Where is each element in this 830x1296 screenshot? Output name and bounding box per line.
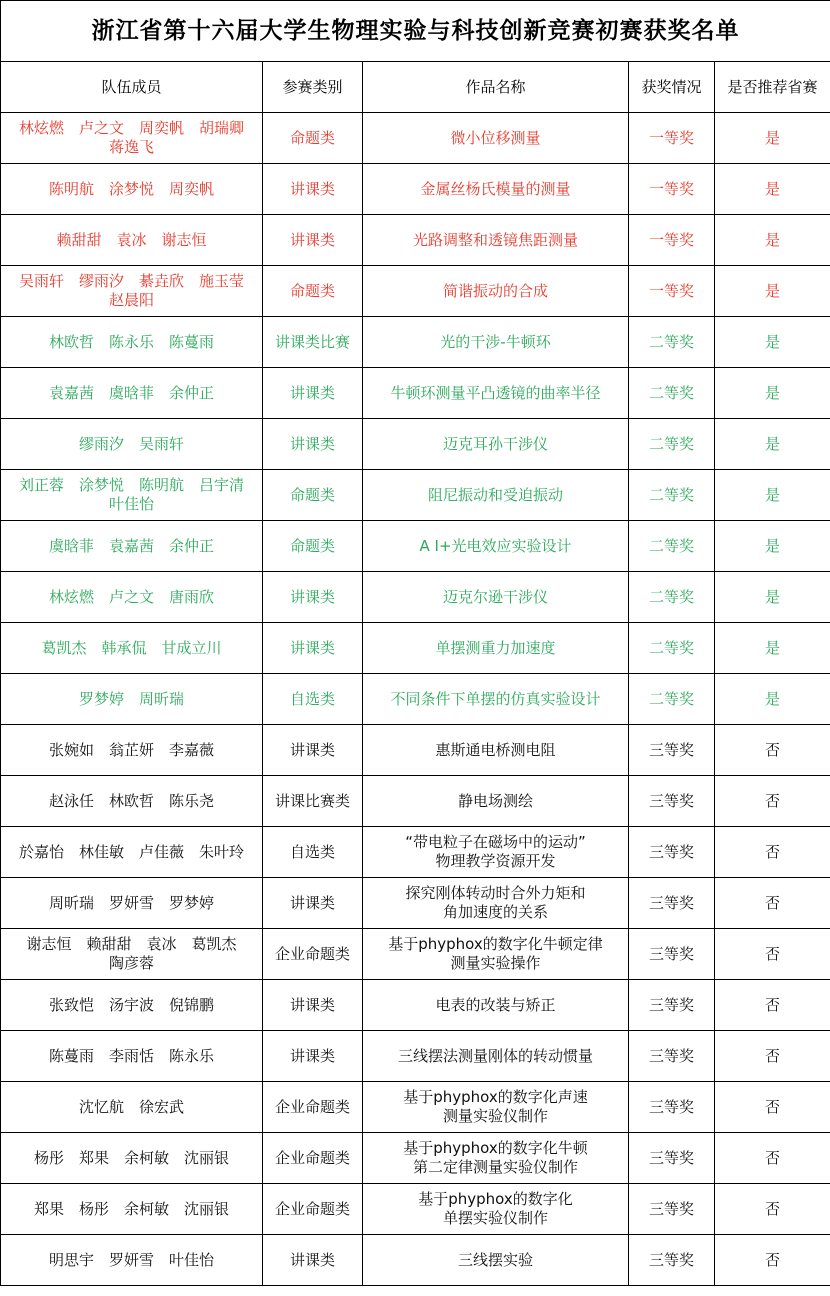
members-cell: 杨彤 郑果 余柯敏 沈丽银 <box>1 1133 263 1184</box>
work-cell: 光的干涉-牛顿环 <box>363 317 629 368</box>
award-cell: 三等奖 <box>629 1031 715 1082</box>
header-work: 作品名称 <box>363 62 629 113</box>
table-row <box>1 419 830 470</box>
table-row <box>1 1235 830 1286</box>
recommend-cell: 否 <box>715 929 830 980</box>
recommend-cell: 否 <box>715 725 830 776</box>
recommend-cell: 是 <box>715 113 830 164</box>
award-cell: 三等奖 <box>629 1082 715 1133</box>
members-cell: 沈忆航 徐宏武 <box>1 1082 263 1133</box>
recommend-cell: 否 <box>715 1184 830 1235</box>
work-cell: 基于phyphox的数字化声速 测量实验仪制作 <box>363 1082 629 1133</box>
members-cell: 明思宇 罗妍雪 叶佳怡 <box>1 1235 263 1286</box>
table-row <box>1 878 830 929</box>
category-cell: 讲课类 <box>263 623 363 674</box>
work-cell: 迈克耳孙干涉仪 <box>363 419 629 470</box>
work-cell: 金属丝杨氏模量的测量 <box>363 164 629 215</box>
table-row <box>1 674 830 725</box>
members-cell: 张婉如 翁芷妍 李嘉薇 <box>1 725 263 776</box>
work-cell: 三线摆法测量刚体的转动惯量 <box>363 1031 629 1082</box>
category-cell: 讲课比赛类 <box>263 776 363 827</box>
category-cell: 讲课类 <box>263 1031 363 1082</box>
work-cell: 静电场测绘 <box>363 776 629 827</box>
table-row <box>1 317 830 368</box>
work-cell: 基于phyphox的数字化牛顿定律 测量实验操作 <box>363 929 629 980</box>
work-cell: “带电粒子在磁场中的运动” 物理教学资源开发 <box>363 827 629 878</box>
members-cell: 陈蔓雨 李雨恬 陈永乐 <box>1 1031 263 1082</box>
work-cell: 三线摆实验 <box>363 1235 629 1286</box>
recommend-cell: 是 <box>715 419 830 470</box>
page-title: 浙江省第十六届大学生物理实验与科技创新竞赛初赛获奖名单 <box>1 1 830 62</box>
category-cell: 讲课类 <box>263 1235 363 1286</box>
award-cell: 三等奖 <box>629 827 715 878</box>
category-cell: 命题类 <box>263 521 363 572</box>
members-cell: 罗梦婷 周昕瑞 <box>1 674 263 725</box>
members-cell: 陈明航 涂梦悦 周奕帆 <box>1 164 263 215</box>
category-cell: 讲课类 <box>263 368 363 419</box>
members-cell: 袁嘉茜 虞晗菲 余仲正 <box>1 368 263 419</box>
award-cell: 二等奖 <box>629 572 715 623</box>
members-cell: 虞晗菲 袁嘉茜 余仲正 <box>1 521 263 572</box>
award-cell: 二等奖 <box>629 419 715 470</box>
category-cell: 讲课类 <box>263 164 363 215</box>
category-cell: 讲课类 <box>263 572 363 623</box>
members-cell: 吴雨轩 缪雨汐 綦垚欣 施玉莹 赵晨阳 <box>1 266 263 317</box>
table-row <box>1 929 830 980</box>
work-cell: 光路调整和透镜焦距测量 <box>363 215 629 266</box>
table-row <box>1 368 830 419</box>
table-row <box>1 1031 830 1082</box>
members-cell: 谢志恒 赖甜甜 袁冰 葛凯杰 陶彦蓉 <box>1 929 263 980</box>
recommend-cell: 否 <box>715 878 830 929</box>
category-cell: 讲课类 <box>263 878 363 929</box>
category-cell: 企业命题类 <box>263 1082 363 1133</box>
members-cell: 郑果 杨彤 余柯敏 沈丽银 <box>1 1184 263 1235</box>
category-cell: 企业命题类 <box>263 929 363 980</box>
table-row <box>1 266 830 317</box>
work-cell: 单摆测重力加速度 <box>363 623 629 674</box>
table-row <box>1 827 830 878</box>
award-cell: 一等奖 <box>629 113 715 164</box>
members-cell: 葛凯杰 韩承侃 甘成立川 <box>1 623 263 674</box>
members-cell: 缪雨汐 吴雨轩 <box>1 419 263 470</box>
table-row <box>1 980 830 1031</box>
members-cell: 林炫燃 卢之文 周奕帆 胡瑞卿 蒋逸飞 <box>1 113 263 164</box>
recommend-cell: 否 <box>715 1031 830 1082</box>
work-cell: 基于phyphox的数字化 单摆实验仪制作 <box>363 1184 629 1235</box>
members-cell: 赖甜甜 袁冰 谢志恒 <box>1 215 263 266</box>
members-cell: 刘正蓉 涂梦悦 陈明航 吕宇清 叶佳怡 <box>1 470 263 521</box>
header-members: 队伍成员 <box>1 62 263 113</box>
category-cell: 命题类 <box>263 113 363 164</box>
category-cell: 命题类 <box>263 470 363 521</box>
work-cell: 探究刚体转动时合外力矩和 角加速度的关系 <box>363 878 629 929</box>
members-cell: 赵泳任 林欧哲 陈乐尧 <box>1 776 263 827</box>
recommend-cell: 是 <box>715 266 830 317</box>
members-cell: 林炫燃 卢之文 唐雨欣 <box>1 572 263 623</box>
work-cell: 简谐振动的合成 <box>363 266 629 317</box>
recommend-cell: 否 <box>715 1082 830 1133</box>
award-cell: 三等奖 <box>629 1235 715 1286</box>
category-cell: 讲课类 <box>263 419 363 470</box>
category-cell: 企业命题类 <box>263 1184 363 1235</box>
category-cell: 讲课类比赛 <box>263 317 363 368</box>
members-cell: 於嘉怡 林佳敏 卢佳薇 朱叶玲 <box>1 827 263 878</box>
members-cell: 周昕瑞 罗妍雪 罗梦婷 <box>1 878 263 929</box>
work-cell: 惠斯通电桥测电阻 <box>363 725 629 776</box>
table-row <box>1 623 830 674</box>
recommend-cell: 是 <box>715 623 830 674</box>
award-cell: 二等奖 <box>629 623 715 674</box>
table-body <box>1 113 830 1286</box>
category-cell: 命题类 <box>263 266 363 317</box>
table-row <box>1 1082 830 1133</box>
recommend-cell: 是 <box>715 164 830 215</box>
award-cell: 一等奖 <box>629 215 715 266</box>
work-cell: 阻尼振动和受迫振动 <box>363 470 629 521</box>
table-row <box>1 113 830 164</box>
recommend-cell: 是 <box>715 674 830 725</box>
recommend-cell: 是 <box>715 470 830 521</box>
table-row <box>1 1133 830 1184</box>
work-cell: 不同条件下单摆的仿真实验设计 <box>363 674 629 725</box>
work-cell: 牛顿环测量平凸透镜的曲率半径 <box>363 368 629 419</box>
recommend-cell: 是 <box>715 521 830 572</box>
award-cell: 二等奖 <box>629 470 715 521</box>
header-award: 获奖情况 <box>629 62 715 113</box>
table-row <box>1 725 830 776</box>
work-cell: 微小位移测量 <box>363 113 629 164</box>
recommend-cell: 否 <box>715 827 830 878</box>
table-row <box>1 776 830 827</box>
work-cell: 电表的改装与矫正 <box>363 980 629 1031</box>
header-recommend: 是否推荐省赛 <box>715 62 830 113</box>
header-category: 参赛类别 <box>263 62 363 113</box>
table-row <box>1 521 830 572</box>
award-cell: 二等奖 <box>629 521 715 572</box>
award-cell: 三等奖 <box>629 980 715 1031</box>
award-cell: 一等奖 <box>629 164 715 215</box>
award-cell: 三等奖 <box>629 725 715 776</box>
work-cell: 迈克尔逊干涉仪 <box>363 572 629 623</box>
category-cell: 企业命题类 <box>263 1133 363 1184</box>
recommend-cell: 是 <box>715 317 830 368</box>
award-cell: 三等奖 <box>629 776 715 827</box>
category-cell: 自选类 <box>263 827 363 878</box>
award-cell: 三等奖 <box>629 1133 715 1184</box>
table-row <box>1 572 830 623</box>
work-cell: 基于phyphox的数字化牛顿 第二定律测量实验仪制作 <box>363 1133 629 1184</box>
category-cell: 讲课类 <box>263 215 363 266</box>
recommend-cell: 否 <box>715 980 830 1031</box>
award-cell: 三等奖 <box>629 878 715 929</box>
category-cell: 讲课类 <box>263 725 363 776</box>
recommend-cell: 否 <box>715 776 830 827</box>
table-row <box>1 164 830 215</box>
award-cell: 一等奖 <box>629 266 715 317</box>
recommend-cell: 否 <box>715 1133 830 1184</box>
category-cell: 讲课类 <box>263 980 363 1031</box>
header-row <box>1 62 830 113</box>
table-row <box>1 1184 830 1235</box>
award-cell: 三等奖 <box>629 1184 715 1235</box>
award-cell: 二等奖 <box>629 368 715 419</box>
table-row <box>1 215 830 266</box>
award-cell: 三等奖 <box>629 929 715 980</box>
members-cell: 林欧哲 陈永乐 陈蔓雨 <box>1 317 263 368</box>
award-cell: 二等奖 <box>629 674 715 725</box>
recommend-cell: 否 <box>715 1235 830 1286</box>
category-cell: 自选类 <box>263 674 363 725</box>
award-cell: 二等奖 <box>629 317 715 368</box>
work-cell: A I+光电效应实验设计 <box>363 521 629 572</box>
table-row <box>1 470 830 521</box>
recommend-cell: 是 <box>715 368 830 419</box>
members-cell: 张致恺 汤宇波 倪锦鹏 <box>1 980 263 1031</box>
recommend-cell: 是 <box>715 215 830 266</box>
recommend-cell: 是 <box>715 572 830 623</box>
